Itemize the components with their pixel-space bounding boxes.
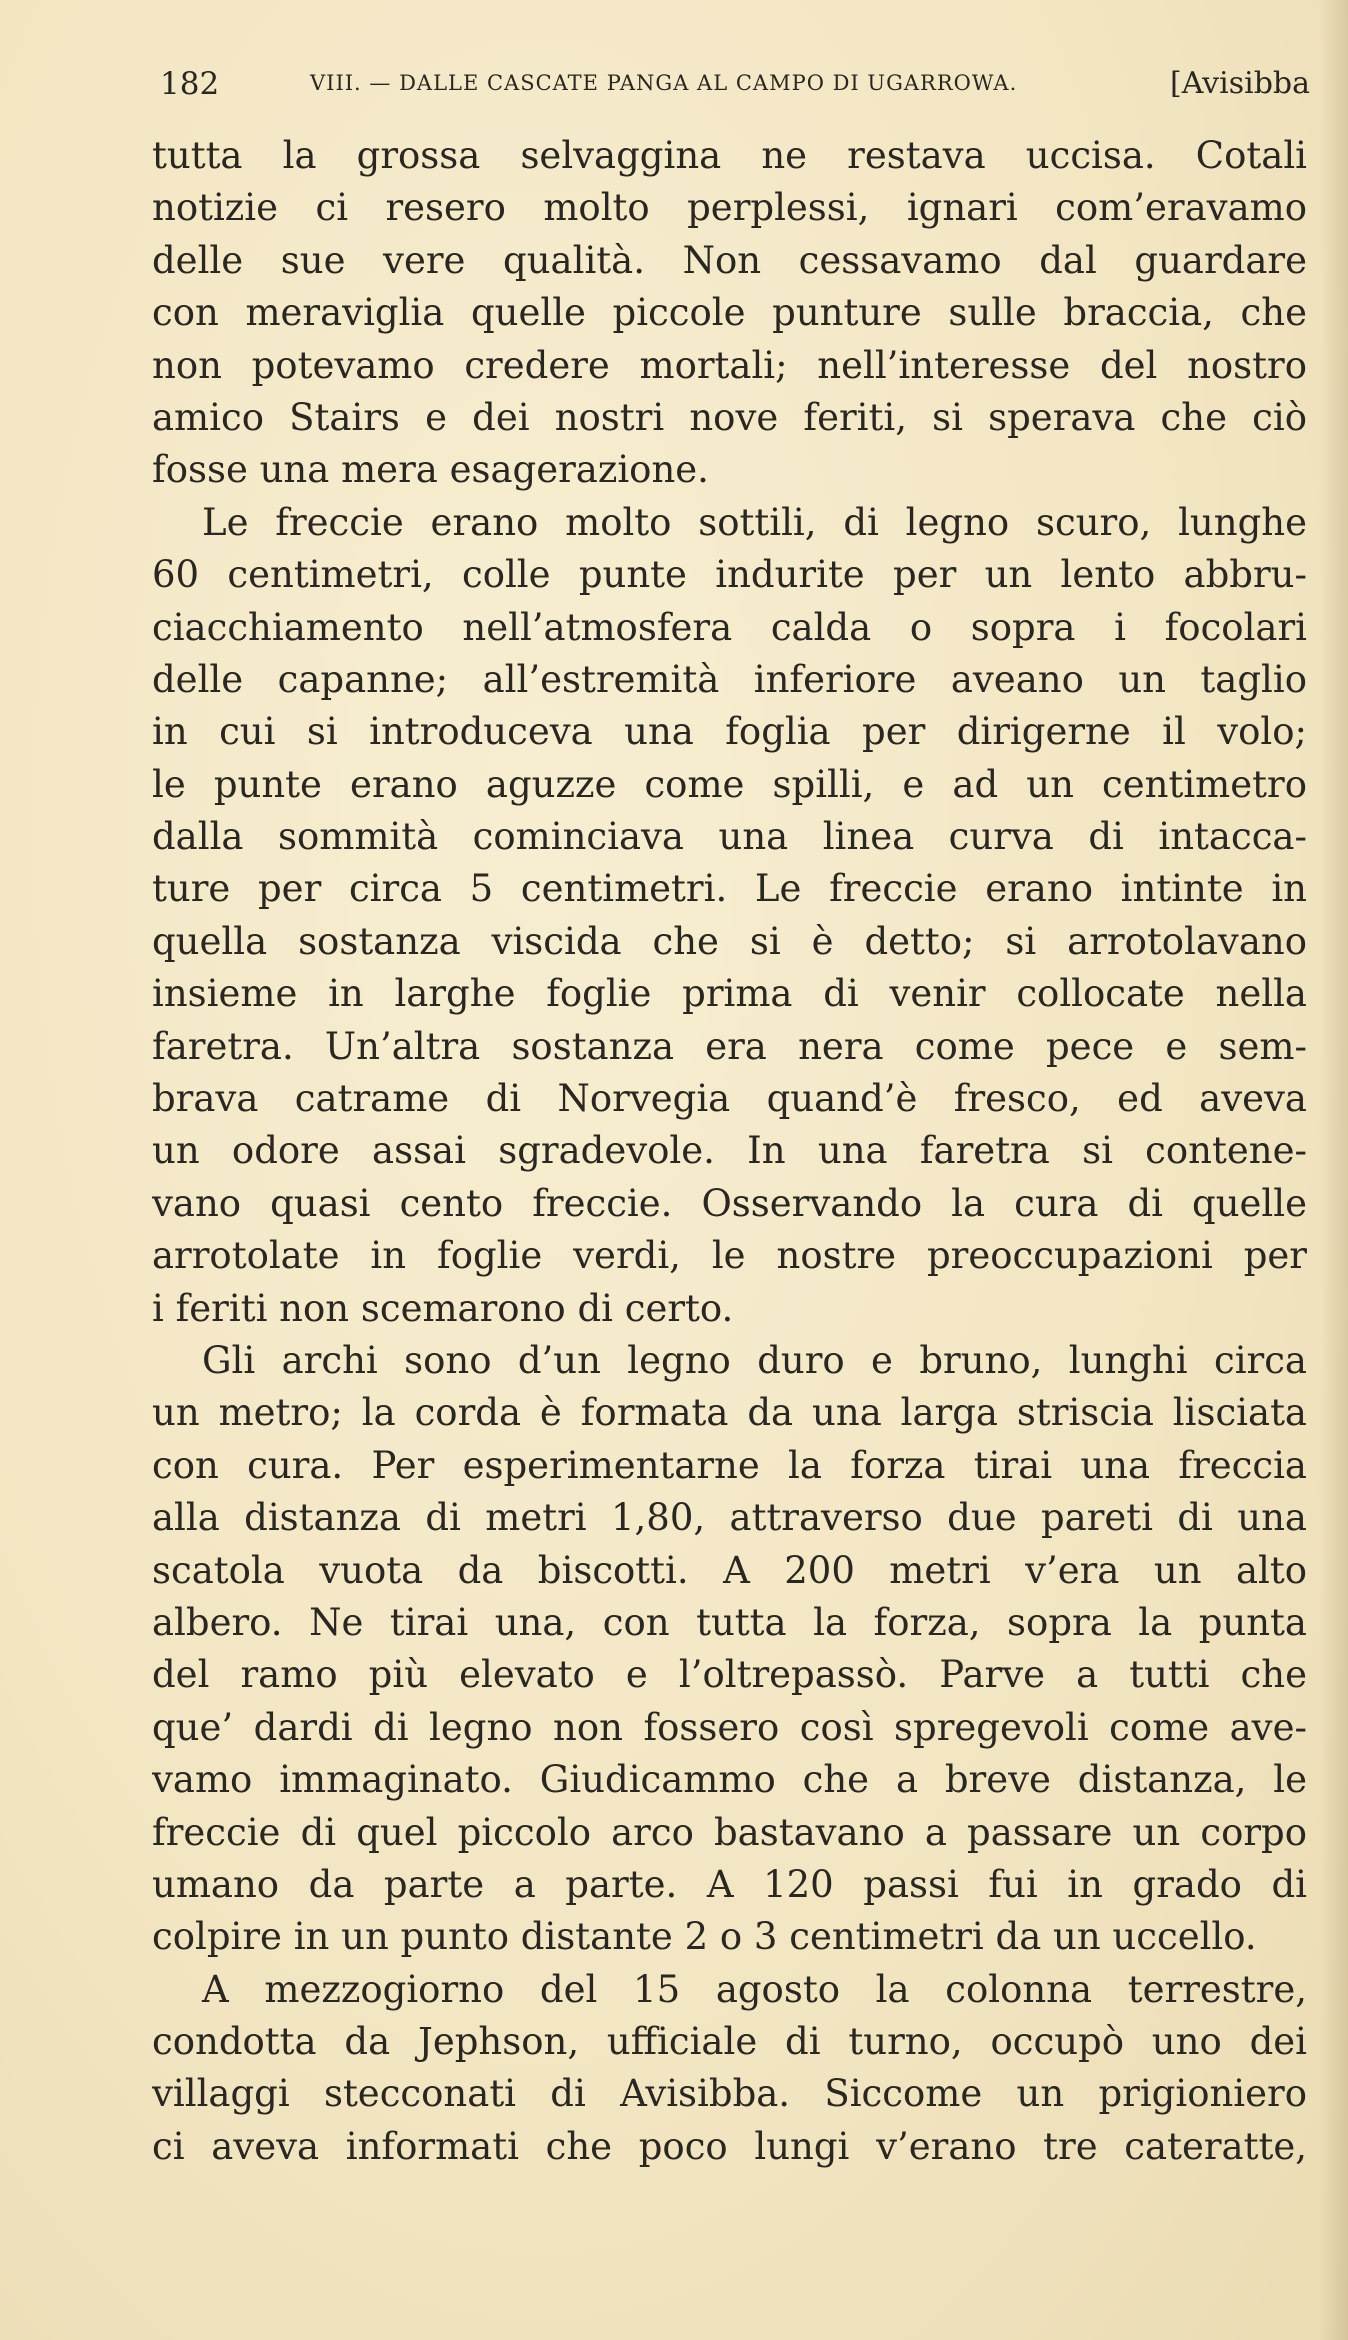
text-line: non potevamo credere mortali; nell’interesse del nostro	[152, 343, 1307, 387]
running-header	[160, 66, 1310, 106]
text-line: un metro; la corda è formata da una larga striscia lisciata	[152, 1391, 1307, 1435]
text-line: que’ dardi di legno non fossero così spregevoli come ave-	[152, 1705, 1307, 1749]
text-line: fosse una mera esagerazione.	[152, 448, 709, 492]
text-line: brava catrame di Norvegia quand’è fresco, ed aveva	[152, 1077, 1307, 1121]
text-line: i feriti non scemarono di certo.	[152, 1286, 734, 1330]
text-line: un odore assai sgradevole. In una faretra si contene-	[152, 1129, 1307, 1173]
running-title: VIII. — DALLE CASCATE PANGA AL CAMPO DI UGARROWA.	[310, 71, 1018, 95]
text-line: 60 centimetri, colle punte indurite per un lento abbru-	[152, 553, 1307, 597]
text-line: faretra. Un’altra sostanza era nera come pece e sem-	[152, 1024, 1307, 1068]
text-line: Gli archi sono d’un legno duro e bruno, lunghi circa	[202, 1338, 1307, 1382]
text-line: ture per circa 5 centimetri. Le freccie erano intinte in	[152, 867, 1307, 911]
text-line: dalla sommità cominciava una linea curva di intacca-	[152, 815, 1307, 859]
text-line: arrotolate in foglie verdi, le nostre preoccupazioni per	[152, 1234, 1307, 1278]
text-line: villaggi stecconati di Avisibba. Siccome un prigioniero	[152, 2072, 1307, 2116]
text-line: scatola vuota da biscotti. A 200 metri v’era un alto	[152, 1548, 1307, 1592]
page-number: 182	[160, 66, 220, 102]
text-line: ci aveva informati che poco lungi v’erano tre cateratte,	[152, 2124, 1307, 2168]
text-line: insieme in larghe foglie prima di venir collocate nella	[152, 972, 1307, 1016]
text-line: umano da parte a parte. A 120 passi fui in grado di	[152, 1862, 1307, 1906]
text-line: condotta da Jephson, ufficiale di turno, occupò uno dei	[152, 2020, 1307, 2064]
text-line: amico Stairs e dei nostri nove feriti, si sperava che ciò	[152, 395, 1307, 439]
text-line: con cura. Per esperimentarne la forza tirai una freccia	[152, 1443, 1307, 1487]
text-line: delle sue vere qualità. Non cessavamo dal guardare	[152, 238, 1307, 282]
text-line: del ramo più elevato e l’oltrepassò. Parve a tutti che	[152, 1653, 1307, 1697]
text-line: vamo immaginato. Giudicammo che a breve distanza, le	[152, 1758, 1307, 1802]
text-line: le punte erano aguzze come spilli, e ad un centimetro	[152, 762, 1307, 806]
text-line: tutta la grossa selvaggina ne restava uccisa. Cotali	[152, 134, 1307, 177]
text-line: ciacchiamento nell’atmosfera calda o sopra i focolari	[152, 605, 1307, 649]
text-line: in cui si introduceva una foglia per dirigerne il volo;	[152, 710, 1307, 754]
text-line: quella sostanza viscida che si è detto; si arrotolavano	[152, 919, 1307, 963]
page-edge-shadow	[1320, 0, 1348, 2340]
text-line: freccie di quel piccolo arco bastavano a passare un corpo	[152, 1810, 1307, 1854]
text-line: albero. Ne tirai una, con tutta la forza, sopra la punta	[152, 1600, 1307, 1644]
text-line: Le freccie erano molto sottili, di legno scuro, lunghe	[202, 500, 1307, 544]
text-line: vano quasi cento freccie. Osservando la cura di quelle	[152, 1181, 1307, 1225]
body-text	[152, 130, 1307, 2173]
text-line: alla distanza di metri 1,80, attraverso due pareti di una	[152, 1496, 1307, 1540]
text-line: notizie ci resero molto perplessi, ignari com’eravamo	[152, 186, 1307, 230]
text-line: A mezzogiorno del 15 agosto la colonna terrestre,	[202, 1967, 1307, 2011]
text-line: con meraviglia quelle piccole punture sulle braccia, che	[152, 291, 1307, 335]
running-head-right: [Avisibba	[1170, 66, 1310, 101]
text-line: colpire in un punto distante 2 o 3 centimetri da un uccello.	[152, 1915, 1257, 1959]
text-line: delle capanne; all’estremità inferiore aveano un taglio	[152, 657, 1307, 701]
